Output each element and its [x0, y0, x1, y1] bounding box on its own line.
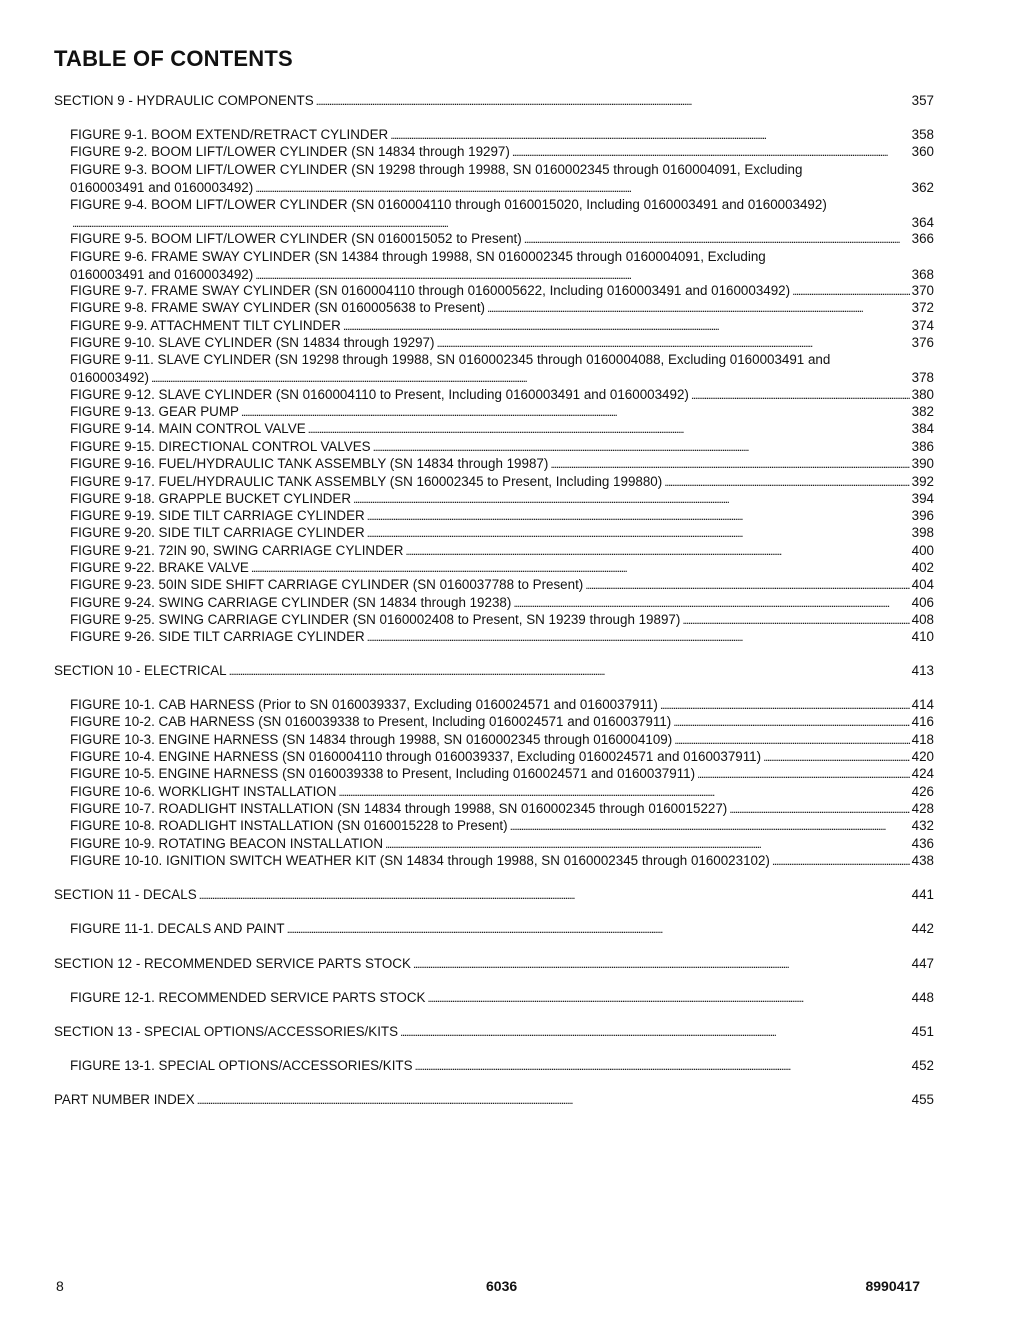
toc-entry-figure-9-8[interactable]	[70, 299, 934, 318]
toc-entry-title: FIGURE 10-6. WORKLIGHT INSTALLATION	[70, 784, 337, 799]
dot-leader	[199, 886, 910, 905]
dot-leader	[400, 1023, 910, 1042]
dot-leader	[287, 920, 910, 939]
toc-entry-title: FIGURE 9-4. BOOM LIFT/LOWER CYLINDER (SN 0160004110 through 0160015020, Including 0160003491 and 0160003492)	[70, 197, 827, 212]
toc-entry-figure-12-1[interactable]	[70, 989, 934, 1008]
toc-entry-page: 447	[911, 956, 934, 971]
toc-entry-page: 370	[911, 283, 934, 298]
dot-leader	[674, 731, 909, 750]
toc-entry-page: 406	[911, 595, 934, 610]
dot-leader	[524, 230, 910, 249]
dot-leader	[390, 126, 909, 145]
toc-entry-figure-9-23[interactable]	[70, 576, 934, 595]
toc-entry-title: FIGURE 10-7. ROADLIGHT INSTALLATION (SN 14834 through 19988, SN 0160002345 through 0160015227)	[70, 801, 728, 816]
toc-entry-figure-9-15[interactable]	[70, 438, 934, 457]
toc-entry-title: FIGURE 9-12. SLAVE CYLINDER (SN 0160004110 to Present, Including 0160003491 and 0160003492)	[70, 387, 689, 402]
toc-entry-title: FIGURE 9-25. SWING CARRIAGE CYLINDER (SN 0160002408 to Present, SN 19239 through 19897)	[70, 612, 681, 627]
toc-entry-page: 416	[911, 714, 934, 729]
toc-entry-page: 428	[911, 801, 934, 816]
toc-entry-title: FIGURE 9-20. SIDE TILT CARRIAGE CYLINDER	[70, 525, 365, 540]
toc-entry-page: 362	[911, 179, 934, 195]
toc-entry-figure-9-4[interactable]	[70, 196, 934, 232]
toc-entry-figure-10-2[interactable]	[70, 713, 934, 732]
toc-entry-page: 382	[911, 404, 934, 419]
dot-leader	[367, 524, 910, 543]
toc-entry-figure-9-12[interactable]	[70, 386, 934, 405]
toc-entry-page: 394	[911, 491, 934, 506]
toc-entry-page: 357	[911, 93, 934, 108]
dot-leader	[343, 317, 910, 336]
dot-leader	[255, 179, 909, 198]
dot-leader	[792, 282, 910, 301]
dot-leader	[308, 420, 910, 439]
toc-entry-page: 400	[911, 543, 934, 558]
toc-entry-title: FIGURE 9-19. SIDE TILT CARRIAGE CYLINDER	[70, 508, 365, 523]
toc-entry-page: 360	[911, 144, 934, 159]
toc-entry-title: FIGURE 9-18. GRAPPLE BUCKET CYLINDER	[70, 491, 352, 506]
toc-entry-figure-13-1[interactable]	[70, 1057, 934, 1076]
dot-leader	[151, 369, 910, 388]
toc-entry-page: 392	[911, 474, 934, 489]
dot-leader	[316, 92, 910, 111]
toc-entry-figure-9-17[interactable]	[70, 473, 934, 492]
toc-entry-figure-9-10[interactable]	[70, 334, 934, 353]
dot-leader	[512, 143, 910, 162]
footer-part-number: 8990417	[865, 1278, 920, 1294]
dot-leader	[415, 1057, 910, 1076]
dot-leader	[585, 576, 909, 595]
dot-leader	[413, 955, 910, 974]
toc-entry-title: FIGURE 9-14. MAIN CONTROL VALVE	[70, 421, 306, 436]
toc-entry-page: 372	[911, 300, 934, 315]
toc-entry-figure-10-9[interactable]	[70, 835, 934, 854]
toc-entry-figure-9-9[interactable]	[70, 317, 934, 336]
toc-entry-figure-9-24[interactable]	[70, 594, 934, 613]
toc-entry-page: 448	[911, 990, 934, 1005]
toc-entry-title: FIGURE 10-3. ENGINE HARNESS (SN 14834 through 19988, SN 0160002345 through 0160004109)	[70, 732, 673, 747]
dot-leader	[241, 403, 910, 422]
toc-entry-page: 455	[911, 1092, 934, 1107]
footer-model: 6036	[486, 1278, 518, 1294]
toc-entry-title: FIGURE 9-2. BOOM LIFT/LOWER CYLINDER (SN 14834 through 19297)	[70, 144, 510, 159]
dot-leader	[229, 662, 910, 681]
toc-entry-page: 414	[911, 697, 934, 712]
toc-entry-title: FIGURE 9-5. BOOM LIFT/LOWER CYLINDER (SN 0160015052 to Present)	[70, 231, 522, 246]
dot-leader	[353, 490, 910, 509]
toc-entry-title: FIGURE 9-6. FRAME SWAY CYLINDER (SN 14384 through 19988, SN 0160002345 through 0160004091, Excluding	[70, 249, 766, 264]
toc-entry-title: FIGURE 10-1. CAB HARNESS (Prior to SN 0160039337, Excluding 0160024571 and 0160037911)	[70, 697, 658, 712]
toc-entry-figure-9-25[interactable]	[70, 611, 934, 630]
toc-entry-page: 404	[911, 577, 934, 592]
toc-entry-figure-10-1[interactable]	[70, 696, 934, 715]
toc-entry-figure-9-3[interactable]	[70, 161, 934, 197]
toc-entry-page: 380	[911, 387, 934, 402]
toc-entry-title-cont: 0160003491 and 0160003492)	[70, 179, 254, 195]
dot-leader	[550, 455, 909, 474]
dot-leader	[367, 628, 910, 647]
toc-entry-page: 432	[911, 818, 934, 833]
footer-page-number: 8	[56, 1278, 64, 1294]
toc-entry-page: 398	[911, 525, 934, 540]
toc-entry-section-12[interactable]	[54, 955, 934, 974]
toc-entry-page: 420	[911, 749, 934, 764]
toc-entry-page: 368	[911, 266, 934, 282]
toc-entry-section-11[interactable]	[54, 886, 934, 905]
toc-entry-title: FIGURE 9-17. FUEL/HYDRAULIC TANK ASSEMBLY (SN 160002345 to Present, Including 199880)	[70, 474, 663, 489]
dot-leader	[772, 852, 910, 871]
toc-entry-title: SECTION 10 - ELECTRICAL	[54, 663, 227, 678]
toc-entry-title: SECTION 12 - RECOMMENDED SERVICE PARTS STOCK	[54, 956, 411, 971]
toc-entry-title: FIGURE 10-10. IGNITION SWITCH WEATHER KIT (SN 14834 through 19988, SN 0160002345 through 0160023102)	[70, 853, 770, 868]
toc-entry-title: SECTION 11 - DECALS	[54, 887, 197, 902]
toc-entry-title: FIGURE 10-4. ENGINE HARNESS (SN 0160004110 through 0160039337, Excluding 0160024571 and 0160037911)	[70, 749, 762, 764]
toc-entry-page: 426	[911, 784, 934, 799]
toc-entry-title: FIGURE 9-21. 72IN 90, SWING CARRIAGE CYLINDER	[70, 543, 404, 558]
toc-entry-title: FIGURE 9-8. FRAME SWAY CYLINDER (SN 0160005638 to Present)	[70, 300, 486, 315]
dot-leader	[673, 713, 909, 732]
toc-entry-figure-9-16[interactable]	[70, 455, 934, 474]
toc-entry-title: PART NUMBER INDEX	[54, 1092, 195, 1107]
dot-leader	[691, 386, 910, 405]
toc-entry-figure-9-14[interactable]	[70, 420, 934, 439]
toc-entry-title: FIGURE 9-15. DIRECTIONAL CONTROL VALVES	[70, 439, 371, 454]
toc-entry-figure-9-20[interactable]	[70, 524, 934, 543]
toc-entry-figure-9-1[interactable]	[70, 126, 934, 145]
toc-entry-page: 376	[911, 335, 934, 350]
dot-leader	[729, 800, 909, 819]
toc-entry-figure-10-8[interactable]	[70, 817, 934, 836]
dot-leader	[513, 594, 909, 613]
toc-entry-title: FIGURE 13-1. SPECIAL OPTIONS/ACCESSORIES/KITS	[70, 1058, 413, 1073]
toc-entry-figure-9-5[interactable]	[70, 230, 934, 249]
dot-leader	[664, 473, 909, 492]
dot-leader	[373, 438, 910, 457]
toc-entry-page: 438	[911, 853, 934, 868]
toc-entry-page: 402	[911, 560, 934, 575]
dot-leader	[338, 783, 909, 802]
toc-entry-title: FIGURE 9-1. BOOM EXTEND/RETRACT CYLINDER	[70, 127, 389, 142]
toc-entry-page: 452	[911, 1058, 934, 1073]
toc-entry-page: 413	[911, 663, 934, 678]
dot-leader	[436, 334, 909, 353]
toc-entry-section-10[interactable]	[54, 662, 934, 681]
toc-entry-title: FIGURE 9-23. 50IN SIDE SHIFT CARRIAGE CYLINDER (SN 0160037788 to Present)	[70, 577, 584, 592]
dot-leader	[682, 611, 909, 630]
toc-entry-title: FIGURE 9-24. SWING CARRIAGE CYLINDER (SN 14834 through 19238)	[70, 595, 512, 610]
toc-entry-section-9[interactable]	[54, 92, 934, 111]
toc-entry-section-13[interactable]	[54, 1023, 934, 1042]
toc-entry-title: FIGURE 9-10. SLAVE CYLINDER (SN 14834 through 19297)	[70, 335, 435, 350]
toc-entry-title: FIGURE 9-3. BOOM LIFT/LOWER CYLINDER (SN 19298 through 19988, SN 0160002345 through 0160004091, Excluding	[70, 162, 803, 177]
toc-entry-page: 442	[911, 921, 934, 936]
dot-leader	[510, 817, 910, 836]
toc-entry-page: 386	[911, 439, 934, 454]
dot-leader	[251, 559, 910, 578]
toc-entry-page: 408	[911, 612, 934, 627]
toc-entry-title: SECTION 13 - SPECIAL OPTIONS/ACCESSORIES/KITS	[54, 1024, 399, 1039]
toc-entry-title: FIGURE 9-11. SLAVE CYLINDER (SN 19298 through 19988, SN 0160002345 through 0160004088, Excluding 0160003491 and	[70, 352, 831, 367]
toc-entry-title: FIGURE 9-26. SIDE TILT CARRIAGE CYLINDER	[70, 629, 365, 644]
dot-leader	[697, 765, 910, 784]
toc-entry-title-cont: 0160003491 and 0160003492)	[70, 266, 254, 282]
toc-entry-figure-9-6[interactable]	[70, 248, 934, 284]
dot-leader	[763, 748, 910, 767]
toc-entry-page: 358	[911, 127, 934, 142]
dot-leader	[487, 299, 910, 318]
toc-entry-figure-10-5[interactable]	[70, 765, 934, 784]
toc-entry-title-cont: 0160003492)	[70, 369, 149, 385]
toc-entry-page: 364	[911, 214, 934, 230]
toc-entry-title: FIGURE 11-1. DECALS AND PAINT	[70, 921, 285, 936]
toc-entry-part-number-index[interactable]	[54, 1091, 934, 1110]
toc-entry-title: FIGURE 10-9. ROTATING BEACON INSTALLATION	[70, 836, 383, 851]
toc-entry-title: FIGURE 10-5. ENGINE HARNESS (SN 0160039338 to Present, Including 0160024571 and 0160037911)	[70, 766, 696, 781]
toc-entry-title: FIGURE 10-8. ROADLIGHT INSTALLATION (SN 0160015228 to Present)	[70, 818, 508, 833]
toc-entry-figure-10-4[interactable]	[70, 748, 934, 767]
toc-entry-page: 410	[911, 629, 934, 644]
toc-entry-title: FIGURE 12-1. RECOMMENDED SERVICE PARTS STOCK	[70, 990, 426, 1005]
toc-entry-title: FIGURE 9-16. FUEL/HYDRAULIC TANK ASSEMBLY (SN 14834 through 19987)	[70, 456, 549, 471]
dot-leader	[197, 1091, 910, 1110]
toc-entry-title: FIGURE 9-22. BRAKE VALVE	[70, 560, 249, 575]
dot-leader	[405, 542, 909, 561]
toc-entry-page: 424	[911, 766, 934, 781]
toc-entry-page: 384	[911, 421, 934, 436]
toc-entry-page: 396	[911, 508, 934, 523]
toc-entry-page: 436	[911, 836, 934, 851]
toc-entry-title: FIGURE 9-7. FRAME SWAY CYLINDER (SN 0160004110 through 0160005622, Including 0160003491 and 0160003492)	[70, 283, 791, 298]
toc-entry-figure-9-26[interactable]	[70, 628, 934, 647]
toc-entry-figure-10-10[interactable]	[70, 852, 934, 871]
dot-leader	[660, 696, 910, 715]
toc-entry-figure-9-7[interactable]	[70, 282, 934, 301]
toc-entry-page: 390	[911, 456, 934, 471]
toc-entry-figure-9-18[interactable]	[70, 490, 934, 509]
toc-entry-figure-10-7[interactable]	[70, 800, 934, 819]
dot-leader	[367, 507, 910, 526]
toc-entry-page: 378	[911, 369, 934, 385]
dot-leader	[385, 835, 910, 854]
toc-entry-page: 374	[911, 318, 934, 333]
toc-entry-title: FIGURE 9-13. GEAR PUMP	[70, 404, 239, 419]
toc-entry-page: 451	[911, 1024, 934, 1039]
toc-entry-figure-10-6[interactable]	[70, 783, 934, 802]
toc-entry-figure-11-1[interactable]	[70, 920, 934, 939]
toc-entry-figure-9-2[interactable]	[70, 143, 934, 162]
toc-entry-figure-9-22[interactable]	[70, 559, 934, 578]
toc-entry-figure-10-3[interactable]	[70, 731, 934, 750]
toc-entry-page: 441	[911, 887, 934, 902]
toc-entry-title: FIGURE 10-2. CAB HARNESS (SN 0160039338 to Present, Including 0160024571 and 0160037911)	[70, 714, 672, 729]
page-title: TABLE OF CONTENTS	[54, 46, 293, 71]
toc-entry-page: 418	[911, 732, 934, 747]
dot-leader	[427, 989, 909, 1008]
toc-entry-title: FIGURE 9-9. ATTACHMENT TILT CYLINDER	[70, 318, 341, 333]
toc-entry-figure-9-19[interactable]	[70, 507, 934, 526]
toc-entry-page: 366	[911, 231, 934, 246]
toc-entry-figure-9-11[interactable]	[70, 351, 934, 387]
toc-entry-figure-9-21[interactable]	[70, 542, 934, 561]
toc-entry-title: SECTION 9 - HYDRAULIC COMPONENTS	[54, 93, 314, 108]
toc-entry-figure-9-13[interactable]	[70, 403, 934, 422]
